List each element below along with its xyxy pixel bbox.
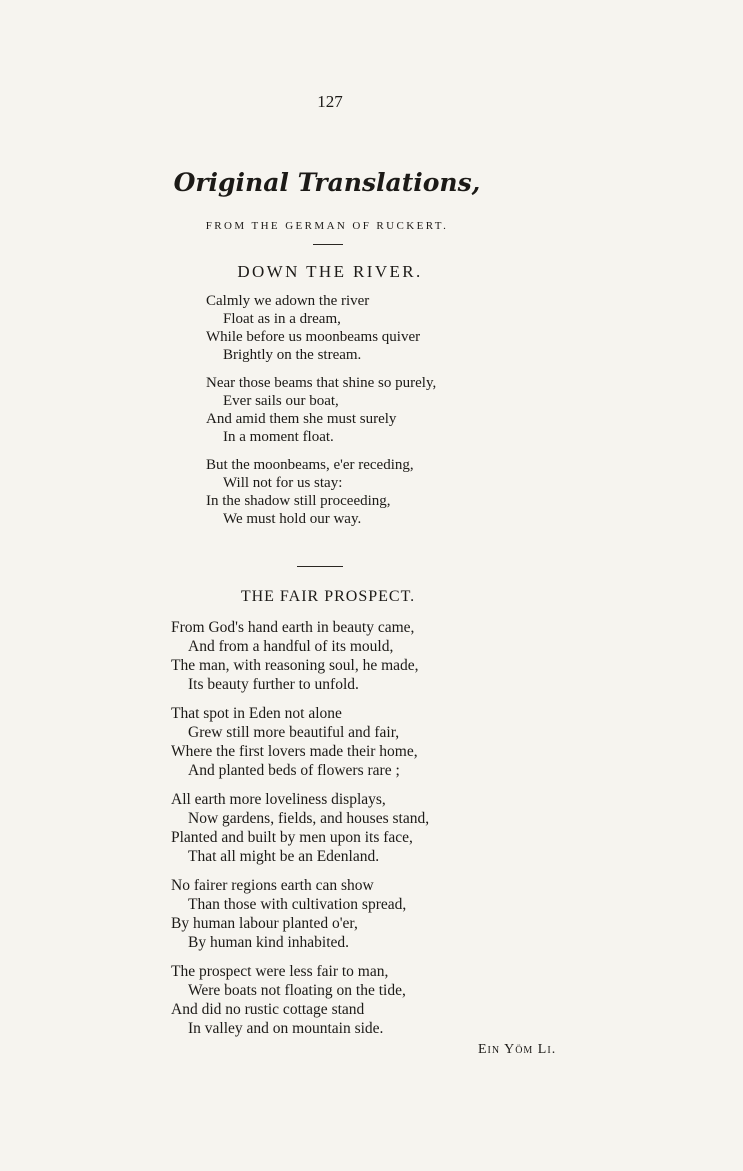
poem-line: Will not for us stay: (223, 475, 343, 491)
poem-title-down-the-river: DOWN THE RIVER. (237, 262, 423, 281)
poem-line: In a moment float. (223, 429, 334, 445)
poem-line: Than those with cultivation spread, (188, 896, 407, 913)
poem-line: In valley and on mountain side. (188, 1020, 384, 1037)
poem-line: Where the first lovers made their home, (171, 743, 418, 760)
page-number: 127 (317, 92, 343, 111)
poem-line: Ever sails our boat, (223, 393, 339, 409)
stanza (171, 790, 429, 866)
stanza (171, 618, 429, 694)
poem-line: Float as in a dream, (223, 311, 341, 327)
divider-rule (313, 244, 343, 245)
poem-line: Planted and built by men upon its face, (171, 829, 413, 846)
stanza (171, 876, 429, 952)
poem-line: And planted beds of flowers rare ; (188, 762, 400, 779)
poem-line: That spot in Eden not alone (171, 705, 342, 722)
stanza (206, 292, 436, 364)
poem-line: We must hold our way. (223, 511, 362, 527)
poem-line: By human labour planted o'er, (171, 915, 358, 932)
poem-line: And from a handful of its mould, (188, 638, 394, 655)
poem-line: All earth more loveliness displays, (171, 791, 386, 808)
poem-line: And amid them she must surely (206, 411, 397, 427)
poem-line: By human kind inhabited. (188, 934, 350, 951)
stanza (171, 704, 429, 780)
divider-rule (297, 566, 343, 567)
poem-line: In the shadow still proceeding, (206, 493, 391, 509)
poem-line: While before us moonbeams quiver (206, 329, 421, 345)
poem-line: From God's hand earth in beauty came, (171, 619, 415, 636)
subheading: FROM THE GERMAN OF RUCKERT. (205, 220, 449, 232)
poem-line: No fairer regions earth can show (171, 877, 374, 894)
poem-line: Its beauty further to unfold. (188, 676, 359, 693)
poem-line: The man, with reasoning soul, he made, (171, 657, 419, 674)
poem-line: And did no rustic cottage stand (171, 1001, 365, 1018)
stanza (171, 962, 429, 1038)
poem-line: Now gardens, fields, and houses stand, (188, 810, 430, 827)
author-signature: Ein Yöm Li. (478, 1042, 557, 1057)
poem-line: But the moonbeams, e'er receding, (206, 457, 414, 473)
stanza (206, 374, 436, 446)
poem-line: Grew still more beautiful and fair, (188, 724, 400, 741)
poem-line: Near those beams that shine so purely, (206, 375, 437, 391)
poem-line: The prospect were less fair to man, (171, 963, 389, 980)
poem-title-the-fair-prospect: THE FAIR PROSPECT. (240, 588, 416, 605)
section-header: Original Translations, (173, 168, 481, 197)
poem-line: Brightly on the stream. (223, 347, 362, 363)
poem-line: Calmly we adown the river (206, 293, 370, 309)
poem-down-the-river (206, 292, 436, 538)
poem-line: Were boats not floating on the tide, (188, 982, 406, 999)
poem-line: That all might be an Edenland. (188, 848, 380, 865)
stanza (206, 456, 436, 528)
poem-the-fair-prospect (171, 618, 429, 1048)
